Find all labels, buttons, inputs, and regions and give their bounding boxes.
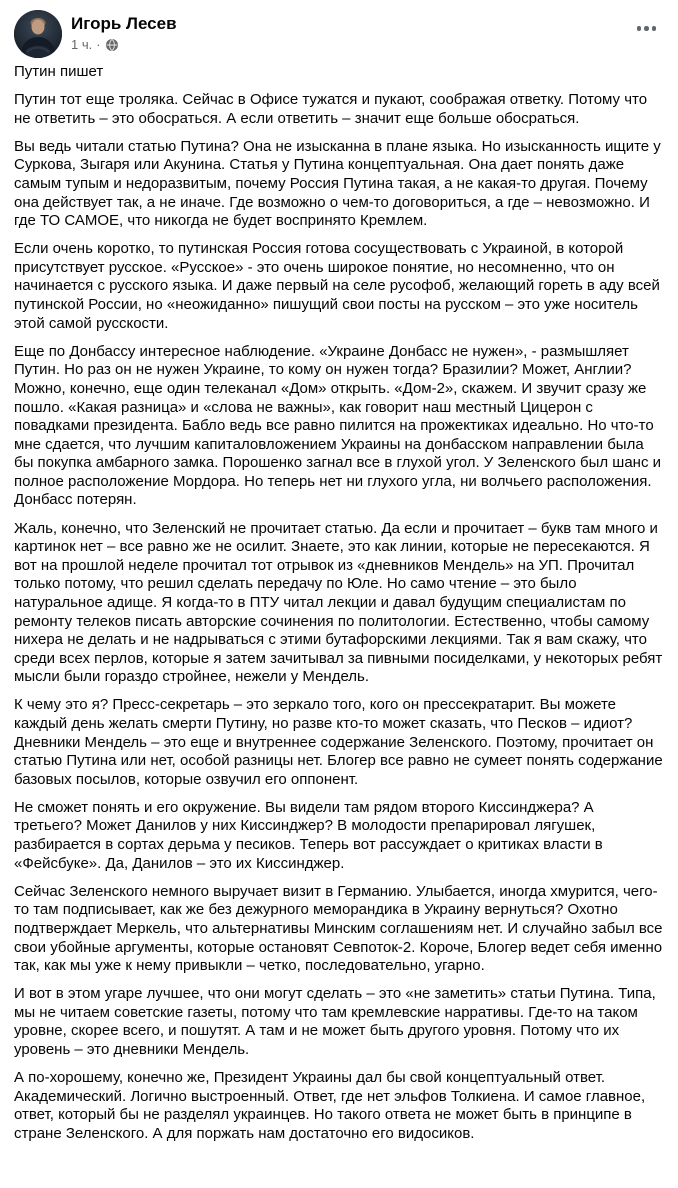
post-paragraph: Жаль, конечно, что Зеленский не прочитает статью. Да если и прочитает – букв там много и картинок нет – все равно же не осилит. Знаете, это как линии, которые не пересекаются. Я вот на прошлой неделе прочитал тот отрывок из «дневников Мендель» на УП. Прочитал только потому, что решил сделать передачу по Юле. Но само чтение – это было натуральное адище. Я когда-то в ПТУ читал лекции и давал будущим специалистам по ремонту телеков писать авторские сочинения по политологии. Естественно, чтобы самому нихера не делать и не надрываться с этими бутафорскими лекциями. Так я вам скажу, что среди всех перлов, которые я затем зачитывал за пивными посиделками, у некоторых ребят мысли были гораздо стройнее, нежели у Мендель. [14, 519, 663, 686]
more-options-button[interactable] [633, 18, 661, 39]
post-paragraph: Путин пишет [14, 63, 104, 80]
timestamp[interactable]: 1 ч. [71, 37, 93, 53]
post-paragraph: А по-хорошему, конечно же, Президент Украины дал бы свой концептуальный ответ. Академический. Логично выстроенный. Ответ, где нет эльфов Толкиена. И самое главное, ответ, который бы не разделял украинцев. Но такого ответа не может быть в принципе в стране Зеленского. А для поржать нам достаточно его видосиков. [14, 1069, 646, 1142]
dot-separator: · [96, 37, 101, 53]
globe-icon [106, 39, 118, 51]
post-meta [71, 10, 177, 53]
post-header [0, 0, 678, 58]
post-paragraph: И вот в этом угаре лучшее, что они могут сделать – это «не заметить» статьи Путина. Типа, мы не читаем советские газеты, потому что там кремлевские нарративы. Где-то на таком уровне, скорее всего, и пошутят. А там и не может быть другого уровня. Потому что их уровень – это дневники Мендель. [14, 985, 656, 1058]
author-name[interactable]: Игорь Лесев [71, 14, 177, 33]
avatar[interactable] [14, 10, 62, 58]
post-subline [71, 37, 177, 53]
post-body [0, 58, 678, 1143]
dot-icon [652, 26, 657, 31]
post-paragraph: Сейчас Зеленского немного выручает визит в Германию. Улыбается, иногда хмурится, чего-то там подписывает, как же без дежурного меморандика в Украину вернуться? Охотно подтверждает Меркель, что альтернативы Минским соглашениям нет. И случайно забыл все свои убойные аргументы, которые остановят Севпоток-2. Короче, Блогер ведет себя именно так, как мы уже к нему привыкли – четко, последовательно, угарно. [14, 882, 663, 975]
post-paragraph: Если очень коротко, то путинская Россия готова сосуществовать с Украиной, в которой присутствует русское. «Русское» - это очень широкое понятие, но несомненно, что он начинается с русского языка. И даже первый на селе русофоб, желающий гореть в аду всей путинской России, но «неожиданно» пишущий свои посты на русском – это уже носитель этой самой русскости. [14, 240, 660, 332]
post-paragraph: Не сможет понять и его окружение. Вы видели там рядом второго Киссинджера? А третьего? Может Данилов у них Киссинджер? В молодости препарировал лягушек, разбирается в сортах дерьма у песиков. Теперь вот рассуждает о критиках власти в «Фейсбуке». Да, Данилов – это их Киссинджер. [14, 798, 603, 872]
post-paragraph: Путин тот еще троляка. Сейчас в Офисе тужатся и пукают, соображая ответку. Потому что не ответить – это обосраться. А если ответить – значит еще больше обосраться. [14, 91, 648, 127]
post-paragraph: Вы ведь читали статью Путина? Она не изысканна в плане языка. Но изысканность ищите у Суркова, Зыгаря или Акунина. Статья у Путина концептуальная. Она дает понять даже самым тупым и недоразвитым, почему Россия Путина такая, а не какая-то другая. Почему она действует так, а не иначе. Где возможно о чем-то договориться, а где – невозможно. И где ТО САМОЕ, что никогда не будет воспринято Кремлем. [14, 137, 661, 230]
dot-icon [637, 26, 642, 31]
post-paragraph: Еще по Донбассу интересное наблюдение. «Украине Донбасс не нужен», - размышляет Путин. Но раз он не нужен Украине, то кому он нужен тогда? Бразилии? Может, Англии? Можно, конечно, еще один телеканал «Дом» открыть. «Дом-2», скажем. И звучит сразу же пошло. «Какая разница» и «слова не важны», как говорит наш местный Цицерон с повадками президента. Бабло ведь все равно пилится на прожектиках идеально. Но что-то мне сдается, что лучшим капиталовложением Украины на донбасском направлении была бы покупка амбарного замка. Порошенко загнал все в глухой угол. У Зеленского был шанс и полное расположение Мордора. Но теперь нет ни глухого угла, ни волчьего расположения. Донбасс потерян. [14, 342, 662, 509]
dot-icon [644, 26, 649, 31]
post-paragraph: К чему это я? Пресс-секретарь – это зеркало того, кого он прессекратарит. Вы можете каждый день желать смерти Путину, но разве кто-то может сказать, что Песков – идиот? Дневники Мендель – это еще и внутреннее содержание Зеленского. Поэтому, прочитает он статью Путина или нет, особой разницы нет. Блогер все равно не сумеет понять содержание базовых посылов, которые озвучил его оппонент. [14, 696, 663, 788]
